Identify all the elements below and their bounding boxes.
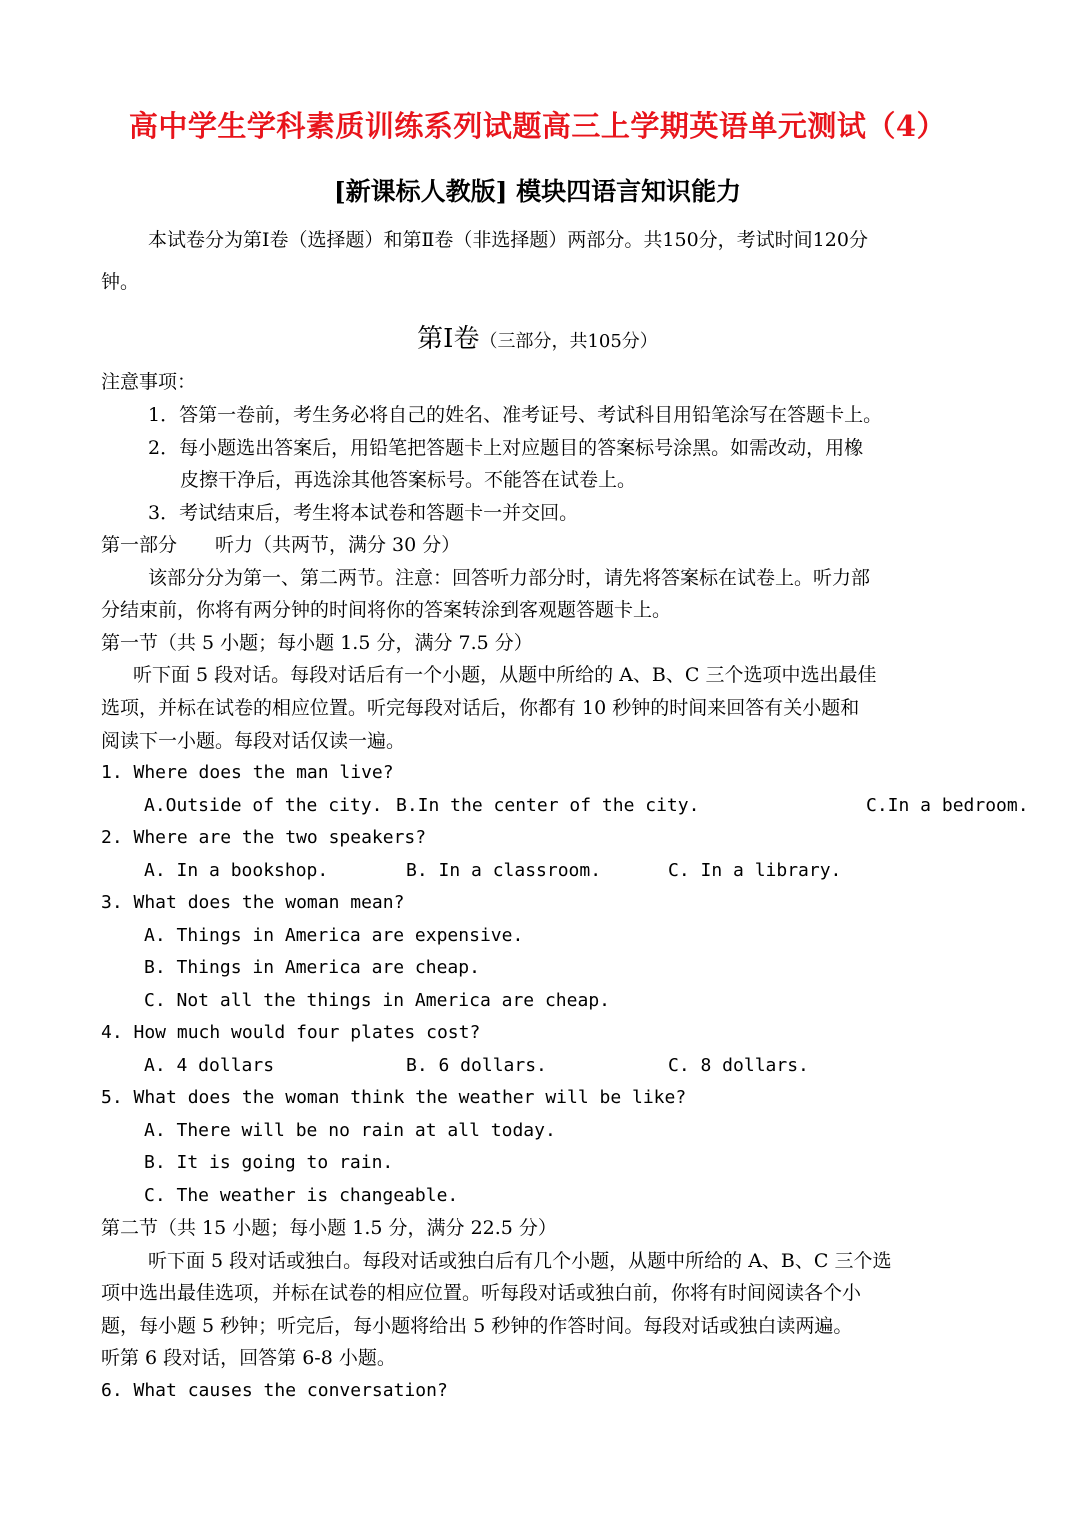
intro-line-1: 本试卷分为第Ⅰ卷（选择题）和第Ⅱ卷（非选择题）两部分。共150分，考试时间120分 <box>148 229 868 251</box>
dialog-6-instruction: 听第 6 段对话，回答第 6-8 小题。 <box>101 1347 396 1369</box>
exam-title: 高中学生学科素质训练系列试题高三上学期英语单元测试（4） <box>128 109 947 143</box>
question-stem: 3. What does the woman mean? <box>101 892 405 913</box>
volume-title: 第I卷 <box>417 324 480 354</box>
option-a: A. Things in America are expensive. <box>144 925 524 946</box>
intro-line-2: 钟。 <box>101 271 140 293</box>
part1-desc-line-1: 该部分分为第一、第二两节。注意：回答听力部分时，请先将答案标在试卷上。听力部 <box>148 567 871 589</box>
option-c: C. The weather is changeable. <box>144 1185 459 1206</box>
note-item-2-line-1: 2．每小题选出答案后，用铅笔把答题卡上对应题目的答案标号涂黑。如需改动，用橡 <box>148 437 864 459</box>
question-stem: 1. Where does the man live? <box>101 762 394 783</box>
option-b: B. In a classroom. <box>406 860 602 881</box>
section1-desc-line-3: 阅读下一小题。每段对话仅读一遍。 <box>101 730 406 752</box>
part1-heading: 第一部分 听力（共两节，满分 30 分） <box>101 534 461 556</box>
option-b: B.In the center of the city. <box>396 795 700 816</box>
question-stem: 4. How much would four plates cost? <box>101 1022 481 1043</box>
option-c: C. 8 dollars. <box>668 1055 809 1076</box>
part1-desc-line-2: 分结束前，你将有两分钟的时间将你的答案转涂到客观题答题卡上。 <box>101 599 672 621</box>
option-c: C. In a library. <box>668 860 842 881</box>
section1-desc-line-1: 听下面 5 段对话。每段对话后有一个小题，从题中所给的 A、B、C 三个选项中选出最佳 <box>133 664 877 686</box>
section1-desc-line-2: 选项，并标在试卷的相应位置。听完每段对话后，你都有 10 秒钟的时间来回答有关小题和 <box>101 697 860 719</box>
note-item-1: 1．答第一卷前，考生务必将自己的姓名、准考证号、考试科目用铅笔涂写在答题卡上。 <box>148 404 883 426</box>
note-item-2-line-2: 皮擦干净后，再选涂其他答案标号。不能答在试卷上。 <box>180 469 637 491</box>
notes-heading: 注意事项： <box>101 371 197 393</box>
option-a: A. In a bookshop. <box>144 860 329 881</box>
question-stem: 5. What does the woman think the weather will be like? <box>101 1087 687 1108</box>
option-a: A.Outside of the city. <box>144 795 383 816</box>
option-c: C. Not all the things in America are cheap. <box>144 990 610 1011</box>
question-stem: 2. Where are the two speakers? <box>101 827 427 848</box>
option-a: A. There will be no rain at all today. <box>144 1120 556 1141</box>
section2-desc-line-2: 项中选出最佳选项，并标在试卷的相应位置。听每段对话或独白前，你将有时间阅读各个小 <box>101 1282 862 1304</box>
option-a: A. 4 dollars <box>144 1055 275 1076</box>
section2-desc-line-1: 听下面 5 段对话或独白。每段对话或独白后有几个小题，从题中所给的 A、B、C 三个选 <box>148 1250 892 1272</box>
exam-subtitle: [新课标人教版] 模块四语言知识能力 <box>333 177 742 206</box>
volume-note: （三部分，共105分） <box>479 331 658 352</box>
option-b: B. It is going to rain. <box>144 1152 394 1173</box>
volume-heading <box>0 318 1075 355</box>
option-c: C.In a bedroom. <box>866 795 1029 816</box>
option-b: B. Things in America are cheap. <box>144 957 480 978</box>
question-stem: 6. What causes the conversation? <box>101 1380 448 1401</box>
note-item-3: 3．考试结束后，考生将本试卷和答题卡一并交回。 <box>148 502 579 524</box>
section2-heading: 第二节（共 15 小题；每小题 1.5 分，满分 22.5 分） <box>101 1217 557 1239</box>
option-b: B. 6 dollars. <box>406 1055 547 1076</box>
section1-heading: 第一节（共 5 小题；每小题 1.5 分，满分 7.5 分） <box>101 632 533 654</box>
section2-desc-line-3: 题，每小题 5 秒钟；听完后，每小题将给出 5 秒钟的作答时间。每段对话或独白读两遍。 <box>101 1315 853 1337</box>
